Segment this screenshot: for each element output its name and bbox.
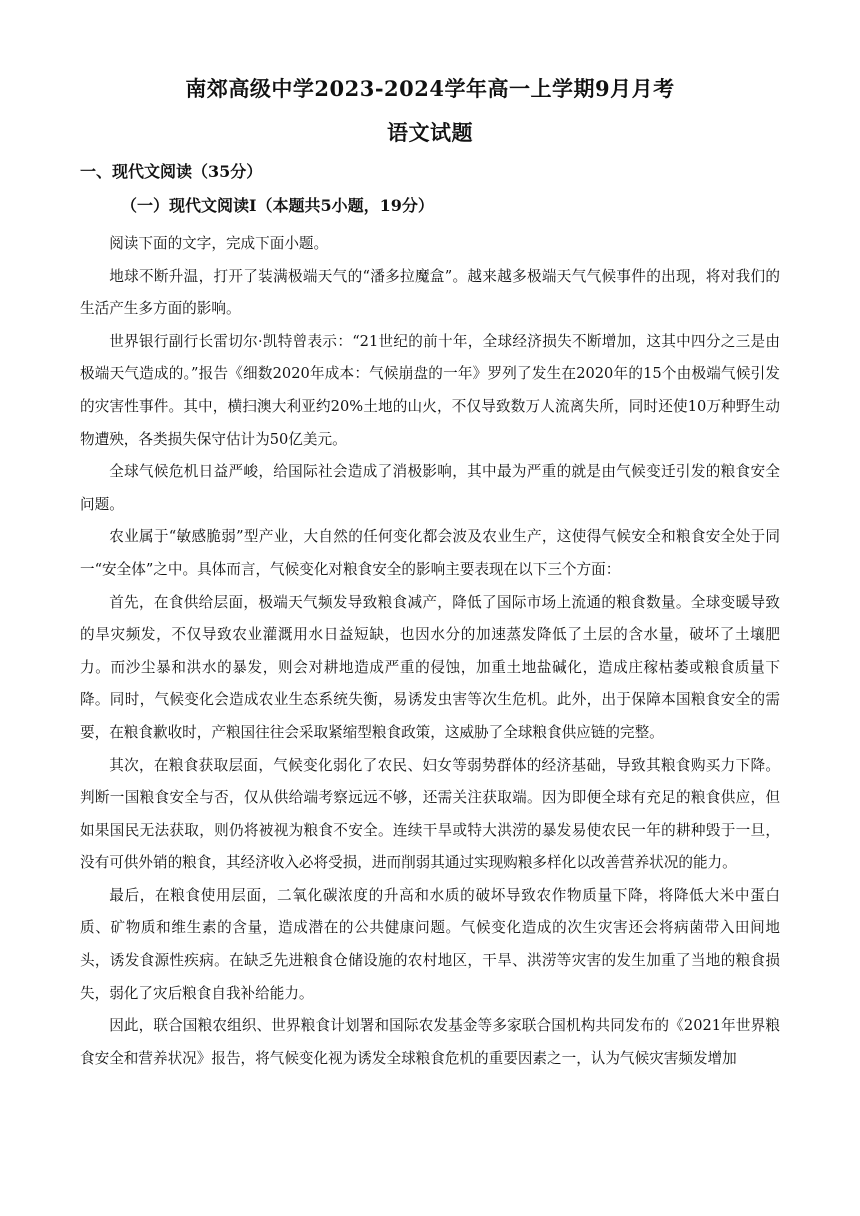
paragraph-instruction: 阅读下面的文字，完成下面小题。 xyxy=(109,235,329,252)
paragraph: 地球不断升温，打开了装满极端天气的“潘多拉魔盒”。越来越多极端天气气候事件的出现，将对我们的生活产生多方面的影响。 xyxy=(80,267,780,318)
paragraph: 首先，在食供给层面，极端天气频发导致粮食减产，降低了国际市场上流通的粮食数量。全球变暖导致的旱灾频发，不仅导致农业灌溉用水日益短缺，也因水分的加速蒸发降低了土层的含水量，破坏了土壤肥力。而沙尘暴和洪水的暴发，则会对耕地造成严重的侵蚀，加重土地盐碱化，造成庄稼枯萎或粮食质量下降。同时，气候变化会造成农业生态系统失衡，易诱发虫害等次生危机。此外，出于保障本国粮食安全的需要，在粮食歉收时，产粮国往往会采取紧缩型粮食政策，这威胁了全球粮食供应链的完整。 xyxy=(80,593,780,741)
paragraph: 农业属于“敏感脆弱”型产业，大自然的任何变化都会波及农业生产，这使得气候安全和粮食安全处于同一“安全体”之中。具体而言，气候变化对粮食安全的影响主要表现在以下三个方面： xyxy=(80,528,780,578)
paragraph: 世界银行副行长雷切尔·凯特曾表示：“21世纪的前十年，全球经济损失不断增加，这其中四分之三是由极端天气造成的。”报告《细数2020年成本：气候崩盘的一年》罗列了发生在2020年的15个由极端气候引发的灾害性事件。其中，横扫澳大利亚约20%土地的山火，不仅导致数万人流离失所，同时还使10万种野生动物遭殃，各类损失保守估计为50亿美元。 xyxy=(80,332,780,448)
section-subheading: （一）现代文阅读Ⅰ（本题共5小题，19分） xyxy=(121,196,434,215)
section-heading: 一、现代文阅读（35分） xyxy=(80,162,263,181)
exam-subtitle: 语文试题 xyxy=(387,120,473,145)
exam-title: 南郊高级中学2023-2024学年高一上学期9月月考 xyxy=(185,76,675,101)
reading-passage xyxy=(80,228,780,1075)
paragraph: 最后，在粮食使用层面，二氧化碳浓度的升高和水质的破坏导致农作物质量下降，将降低大米中蛋白质、矿物质和维生素的含量，造成潜在的公共健康问题。气候变化造成的次生灾害还会将病菌带入田间地头，诱发食源性疾病。在缺乏先进粮食仓储设施的农村地区，干旱、洪涝等灾害的发生加重了当地的粮食损失，弱化了灾后粮食自我补给能力。 xyxy=(80,886,780,1002)
paragraph: 其次，在粮食获取层面，气候变化弱化了农民、妇女等弱势群体的经济基础，导致其粮食购买力下降。判断一国粮食安全与否，仅从供给端考察远远不够，还需关注获取端。因为即便全球有充足的粮食供应，但如果国民无法获取，则仍将被视为粮食不安全。连续干旱或特大洪涝的暴发易使农民一年的耕种毁于一旦，没有可供外销的粮食，其经济收入必将受损，进而削弱其通过实现购粮多样化以改善营养状况的能力。 xyxy=(80,756,780,872)
paragraph: 因此，联合国粮农组织、世界粮食计划署和国际农发基金等多家联合国机构共同发布的《2021年世界粮食安全和营养状况》报告，将气候变化视为诱发全球粮食危机的重要因素之一，认为气候灾害频发增加 xyxy=(80,1017,780,1067)
paragraph: 全球气候危机日益严峻，给国际社会造成了消极影响，其中最为严重的就是由气候变迁引发的粮食安全问题。 xyxy=(80,463,780,513)
